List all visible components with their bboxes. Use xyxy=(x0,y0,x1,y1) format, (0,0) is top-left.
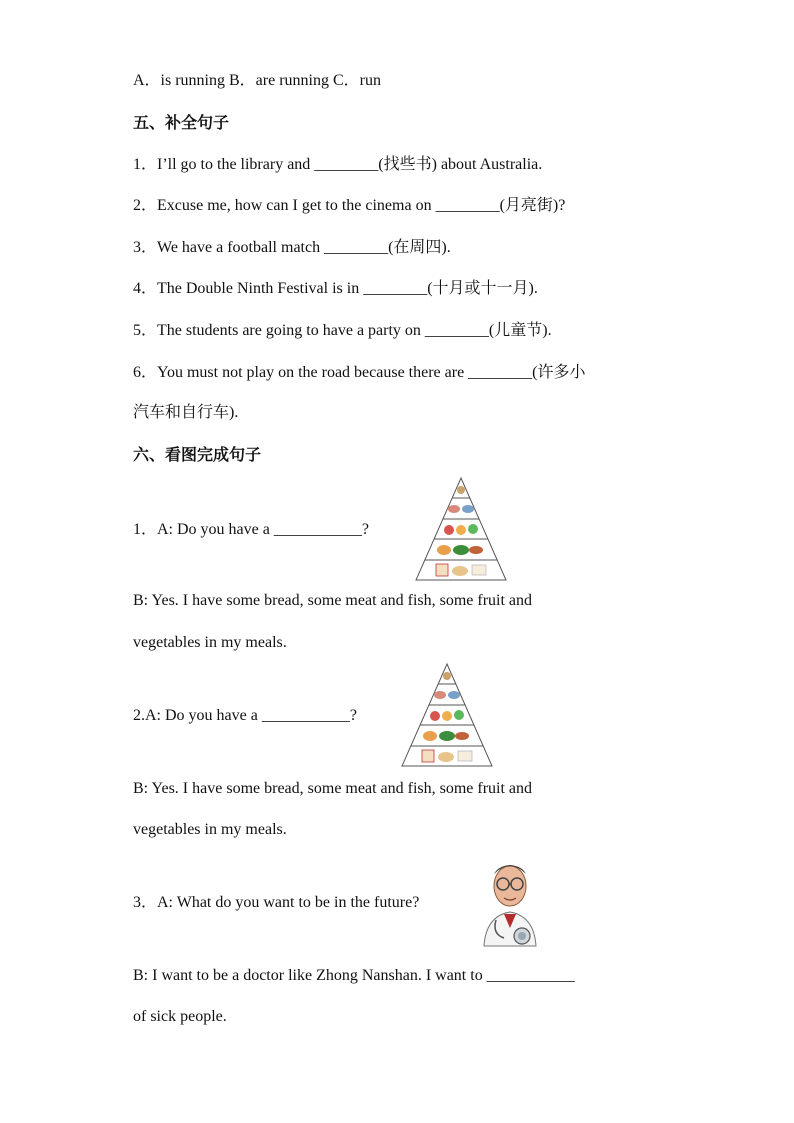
food-pyramid-icon xyxy=(414,476,508,582)
section-6-q3-answer-line-2: of sick people. xyxy=(133,1008,227,1025)
section-6-q2-answer-line-2: vegetables in my meals. xyxy=(133,821,287,838)
section-6-q2: 2.A: Do you have a ___________? xyxy=(133,707,357,724)
section-5-item-6-continued: 汽车和自行车). xyxy=(133,404,239,421)
section-5-title: 五、补全句子 xyxy=(133,113,230,132)
doctor-illustration xyxy=(474,856,546,948)
section-6-q1-answer-line-2: vegetables in my meals. xyxy=(133,634,287,651)
section-5-item-2: 2．Excuse me, how can I get to the cinema on ________(月亮街)? xyxy=(133,197,566,214)
previous-question-options: A．is running B．are running C．run xyxy=(133,72,381,89)
food-pyramid-icon xyxy=(400,662,494,768)
section-5-item-3: 3．We have a football match ________(在周四). xyxy=(133,239,451,256)
section-6-q1-answer-line-1: B: Yes. I have some bread, some meat and fish, some fruit and xyxy=(133,592,533,609)
section-6-q3-answer-line-1: B: I want to be a doctor like Zhong Nanshan. I want to ___________ xyxy=(133,967,575,984)
section-5-item-1: 1．I’ll go to the library and ________(找些书) about Australia. xyxy=(133,156,543,173)
section-5-item-4: 4．The Double Ninth Festival is in ________(十月或十一月). xyxy=(133,280,538,297)
section-6-q3: 3．A: What do you want to be in the future? xyxy=(133,894,420,911)
section-6-title: 六、看图完成句子 xyxy=(133,445,262,464)
section-5-item-6: 6．You must not play on the road because there are ________(许多小 xyxy=(133,364,586,381)
section-6-q1: 1．A: Do you have a ___________? xyxy=(133,521,369,538)
section-5-item-5: 5．The students are going to have a party on ________(儿童节). xyxy=(133,322,552,339)
section-6-q2-answer-line-1: B: Yes. I have some bread, some meat and fish, some fruit and xyxy=(133,780,533,797)
